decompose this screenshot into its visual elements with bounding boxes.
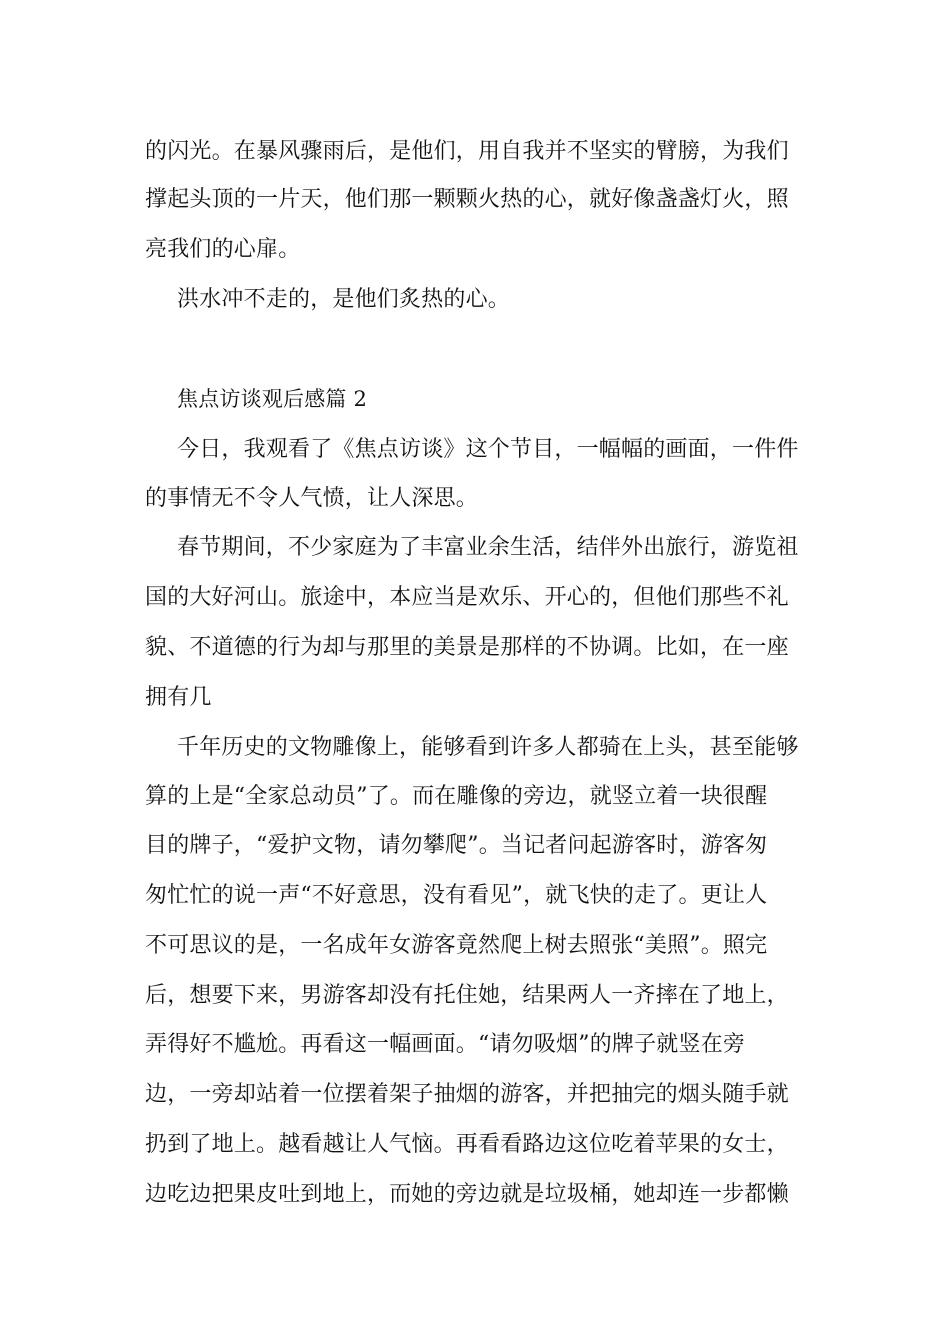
text-line: 亮我们的心扉。 xyxy=(145,237,301,262)
paragraph-start: 春节期间，不少家庭为了丰富业余生活，结伴外出旅行，游览祖 xyxy=(177,535,799,560)
text-line: 的闪光。在暴风骤雨后，是他们，用自我并不坚实的臂膀，为我们 xyxy=(145,139,789,164)
text-line: 后，想要下来，男游客却没有托住她，结果两人一齐摔在了地上， xyxy=(145,983,789,1008)
text-line: 拥有几 xyxy=(145,685,212,710)
paragraph-start: 今日，我观看了《焦点访谈》这个节目，一幅幅的画面，一件件 xyxy=(177,437,799,462)
text-line: 的事情无不令人气愤，让人深思。 xyxy=(145,486,479,511)
section-heading: 焦点访谈观后感篇 2 xyxy=(177,387,368,411)
text-line: 匆忙忙的说一声“不好意思，没有看见”，就飞快的走了。更让人 xyxy=(145,883,768,908)
text-line: 算的上是“全家总动员”了。而在雕像的旁边，就竖立着一块很醒 xyxy=(145,784,768,809)
paragraph-start: 千年历史的文物雕像上，能够看到许多人都骑在上头，甚至能够 xyxy=(177,735,799,760)
text-line: 扔到了地上。越看越让人气恼。再看看路边这位吃着苹果的女士， xyxy=(145,1132,789,1157)
text-line: 边吃边把果皮吐到地上，而她的旁边就是垃圾桶，她却连一步都懒 xyxy=(145,1182,789,1207)
text-line: 目的牌子，“爱护文物，请勿攀爬”。当记者问起游客时，游客匆 xyxy=(145,833,768,858)
text-line: 边，一旁却站着一位摆着架子抽烟的游客，并把抽完的烟头随手就 xyxy=(145,1082,789,1107)
text-line: 不可思议的是，一名成年女游客竟然爬上树去照张“美照”。照完 xyxy=(145,933,768,958)
text-line: 国的大好河山。旅途中，本应当是欢乐、开心的，但他们那些不礼 xyxy=(145,585,789,610)
text-line: 弄得好不尴尬。再看这一幅画面。“请勿吸烟”的牌子就竖在旁 xyxy=(145,1032,746,1057)
paragraph-start: 洪水冲不走的，是他们炙热的心。 xyxy=(177,287,511,312)
text-line: 貌、不道德的行为却与那里的美景是那样的不协调。比如，在一座 xyxy=(145,635,789,660)
text-line: 撑起头顶的一片天，他们那一颗颗火热的心，就好像盏盏灯火，照 xyxy=(145,187,789,212)
